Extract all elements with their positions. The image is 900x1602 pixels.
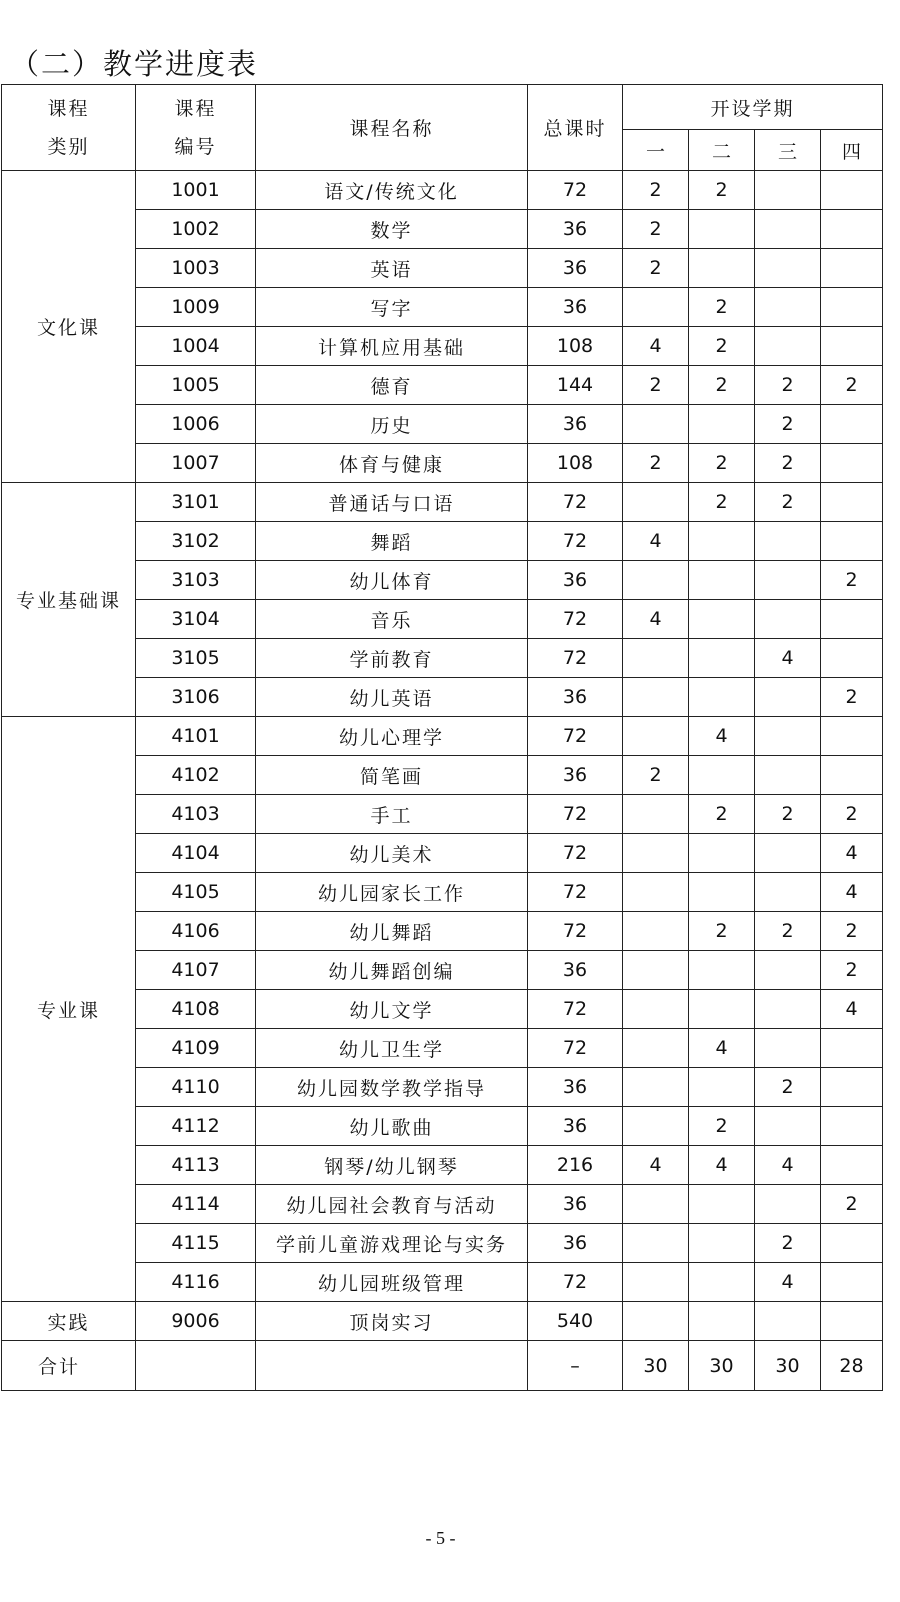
term-3-hours — [755, 561, 821, 600]
total-term-2: 30 — [689, 1341, 755, 1391]
term-3-hours — [755, 1185, 821, 1224]
term-3-hours: 4 — [755, 1146, 821, 1185]
total-hours: 36 — [528, 288, 623, 327]
term-3-hours: 2 — [755, 1068, 821, 1107]
term-2-hours — [689, 756, 755, 795]
course-code: 4108 — [136, 990, 256, 1029]
total-term-1: 30 — [623, 1341, 689, 1391]
header-code-line2: 编号 — [174, 135, 217, 158]
course-name: 幼儿美术 — [256, 834, 528, 873]
course-name: 学前教育 — [256, 639, 528, 678]
header-row-1 — [2, 85, 883, 130]
course-name: 幼儿园数学教学指导 — [256, 1068, 528, 1107]
term-1-hours — [623, 834, 689, 873]
course-name: 幼儿舞蹈 — [256, 912, 528, 951]
total-term-3: 30 — [755, 1341, 821, 1391]
term-1-hours — [623, 1185, 689, 1224]
course-name: 音乐 — [256, 600, 528, 639]
category-cell: 专业基础课 — [2, 483, 136, 717]
header-term-4: 四 — [821, 130, 883, 171]
term-3-hours: 2 — [755, 795, 821, 834]
term-4-hours — [821, 1029, 883, 1068]
total-hours: 72 — [528, 990, 623, 1029]
term-1-hours — [623, 990, 689, 1029]
term-1-hours — [623, 795, 689, 834]
term-4-hours — [821, 522, 883, 561]
total-hours: 72 — [528, 522, 623, 561]
term-4-hours: 2 — [821, 561, 883, 600]
term-3-hours — [755, 249, 821, 288]
course-name: 幼儿心理学 — [256, 717, 528, 756]
header-term-3: 三 — [755, 130, 821, 171]
term-3-hours — [755, 834, 821, 873]
total-hours: 36 — [528, 756, 623, 795]
total-hours: 36 — [528, 1068, 623, 1107]
term-1-hours — [623, 1302, 689, 1341]
term-1-hours — [623, 717, 689, 756]
term-2-hours — [689, 522, 755, 561]
course-name: 历史 — [256, 405, 528, 444]
term-3-hours — [755, 717, 821, 756]
term-4-hours: 2 — [821, 912, 883, 951]
term-4-hours — [821, 483, 883, 522]
term-3-hours: 2 — [755, 912, 821, 951]
course-name: 幼儿舞蹈创编 — [256, 951, 528, 990]
table-row — [2, 1302, 883, 1341]
course-name: 手工 — [256, 795, 528, 834]
course-code: 1004 — [136, 327, 256, 366]
page-title: （二）教学进度表 — [10, 47, 259, 81]
total-code — [136, 1341, 256, 1391]
term-4-hours — [821, 444, 883, 483]
header-name: 课程名称 — [256, 85, 528, 171]
term-2-hours — [689, 834, 755, 873]
total-term-4: 28 — [821, 1341, 883, 1391]
course-name: 数学 — [256, 210, 528, 249]
header-hours: 总课时 — [528, 85, 623, 171]
term-2-hours — [689, 1068, 755, 1107]
term-3-hours: 2 — [755, 405, 821, 444]
term-3-hours — [755, 1107, 821, 1146]
total-hours: 108 — [528, 444, 623, 483]
term-4-hours — [821, 405, 883, 444]
term-1-hours: 4 — [623, 600, 689, 639]
term-2-hours — [689, 873, 755, 912]
total-hours: 36 — [528, 249, 623, 288]
course-code: 4114 — [136, 1185, 256, 1224]
term-1-hours: 2 — [623, 756, 689, 795]
total-hours: 36 — [528, 405, 623, 444]
table-body — [2, 85, 883, 1391]
total-hours: 36 — [528, 210, 623, 249]
course-name: 幼儿体育 — [256, 561, 528, 600]
term-4-hours: 2 — [821, 1185, 883, 1224]
total-hours: 540 — [528, 1302, 623, 1341]
term-4-hours: 4 — [821, 873, 883, 912]
total-name — [256, 1341, 528, 1391]
course-name: 幼儿园家长工作 — [256, 873, 528, 912]
term-2-hours: 4 — [689, 717, 755, 756]
total-hours: 216 — [528, 1146, 623, 1185]
term-3-hours — [755, 951, 821, 990]
term-1-hours — [623, 1224, 689, 1263]
term-1-hours: 2 — [623, 366, 689, 405]
term-3-hours: 2 — [755, 1224, 821, 1263]
term-2-hours — [689, 600, 755, 639]
header-term-2: 二 — [689, 130, 755, 171]
course-name: 顶岗实习 — [256, 1302, 528, 1341]
term-2-hours: 2 — [689, 444, 755, 483]
term-2-hours — [689, 561, 755, 600]
term-4-hours: 2 — [821, 795, 883, 834]
term-3-hours: 4 — [755, 639, 821, 678]
term-2-hours: 2 — [689, 795, 755, 834]
course-code: 9006 — [136, 1302, 256, 1341]
header-category-line2: 类别 — [47, 135, 90, 158]
term-3-hours — [755, 756, 821, 795]
term-3-hours — [755, 678, 821, 717]
header-term-1: 一 — [623, 130, 689, 171]
total-hours: 72 — [528, 1263, 623, 1302]
total-hours-sum: – — [528, 1341, 623, 1391]
course-code: 3102 — [136, 522, 256, 561]
term-3-hours — [755, 1029, 821, 1068]
term-4-hours — [821, 327, 883, 366]
term-3-hours: 2 — [755, 444, 821, 483]
term-1-hours — [623, 951, 689, 990]
total-hours: 72 — [528, 483, 623, 522]
term-2-hours — [689, 210, 755, 249]
table-row — [2, 483, 883, 522]
term-3-hours — [755, 600, 821, 639]
term-4-hours: 4 — [821, 990, 883, 1029]
term-1-hours: 4 — [623, 1146, 689, 1185]
term-1-hours: 4 — [623, 327, 689, 366]
term-2-hours — [689, 678, 755, 717]
total-hours: 36 — [528, 1185, 623, 1224]
term-2-hours: 2 — [689, 366, 755, 405]
term-3-hours: 4 — [755, 1263, 821, 1302]
course-code: 3106 — [136, 678, 256, 717]
term-4-hours — [821, 249, 883, 288]
course-code: 4112 — [136, 1107, 256, 1146]
term-2-hours — [689, 951, 755, 990]
term-2-hours — [689, 249, 755, 288]
course-code: 1009 — [136, 288, 256, 327]
term-4-hours: 2 — [821, 678, 883, 717]
term-4-hours — [821, 756, 883, 795]
term-2-hours: 4 — [689, 1029, 755, 1068]
term-1-hours — [623, 405, 689, 444]
total-hours: 72 — [528, 834, 623, 873]
course-code: 4101 — [136, 717, 256, 756]
term-3-hours: 2 — [755, 366, 821, 405]
total-hours: 72 — [528, 600, 623, 639]
course-code: 3103 — [136, 561, 256, 600]
term-4-hours — [821, 1263, 883, 1302]
term-3-hours — [755, 990, 821, 1029]
term-2-hours — [689, 639, 755, 678]
total-hours: 72 — [528, 717, 623, 756]
course-name: 幼儿英语 — [256, 678, 528, 717]
term-1-hours — [623, 561, 689, 600]
total-hours: 36 — [528, 1224, 623, 1263]
term-2-hours: 2 — [689, 912, 755, 951]
term-1-hours — [623, 1263, 689, 1302]
term-2-hours: 2 — [689, 327, 755, 366]
term-4-hours — [821, 600, 883, 639]
header-terms: 开设学期 — [623, 85, 883, 130]
term-4-hours: 4 — [821, 834, 883, 873]
course-name: 语文/传统文化 — [256, 171, 528, 210]
course-name: 幼儿歌曲 — [256, 1107, 528, 1146]
total-hours: 36 — [528, 678, 623, 717]
course-code: 4105 — [136, 873, 256, 912]
course-code: 4104 — [136, 834, 256, 873]
course-name: 舞蹈 — [256, 522, 528, 561]
term-1-hours — [623, 639, 689, 678]
course-code: 3101 — [136, 483, 256, 522]
total-hours: 72 — [528, 795, 623, 834]
term-4-hours — [821, 171, 883, 210]
term-2-hours: 2 — [689, 483, 755, 522]
course-code: 4102 — [136, 756, 256, 795]
term-2-hours: 2 — [689, 171, 755, 210]
term-1-hours — [623, 1029, 689, 1068]
term-4-hours: 2 — [821, 951, 883, 990]
total-hours: 72 — [528, 873, 623, 912]
total-hours: 36 — [528, 951, 623, 990]
header-category — [2, 85, 136, 171]
term-3-hours — [755, 873, 821, 912]
course-code: 4106 — [136, 912, 256, 951]
total-row — [2, 1341, 883, 1391]
term-2-hours: 2 — [689, 1107, 755, 1146]
total-hours: 36 — [528, 561, 623, 600]
term-2-hours — [689, 990, 755, 1029]
term-1-hours: 2 — [623, 249, 689, 288]
term-4-hours: 2 — [821, 366, 883, 405]
course-code: 3105 — [136, 639, 256, 678]
term-1-hours — [623, 678, 689, 717]
course-code: 1003 — [136, 249, 256, 288]
term-2-hours — [689, 1263, 755, 1302]
term-2-hours — [689, 1185, 755, 1224]
term-2-hours — [689, 405, 755, 444]
total-hours: 72 — [528, 639, 623, 678]
total-hours: 144 — [528, 366, 623, 405]
course-name: 幼儿园班级管理 — [256, 1263, 528, 1302]
term-1-hours — [623, 1107, 689, 1146]
page-number: - 5 - — [425, 1528, 456, 1548]
course-code: 1002 — [136, 210, 256, 249]
course-name: 体育与健康 — [256, 444, 528, 483]
term-2-hours: 4 — [689, 1146, 755, 1185]
total-hours: 108 — [528, 327, 623, 366]
course-name: 计算机应用基础 — [256, 327, 528, 366]
term-3-hours: 2 — [755, 483, 821, 522]
table-row — [2, 717, 883, 756]
course-code: 4115 — [136, 1224, 256, 1263]
term-4-hours — [821, 288, 883, 327]
term-1-hours: 2 — [623, 210, 689, 249]
course-name: 幼儿卫生学 — [256, 1029, 528, 1068]
term-4-hours — [821, 210, 883, 249]
course-name: 写字 — [256, 288, 528, 327]
term-1-hours — [623, 288, 689, 327]
course-code: 1006 — [136, 405, 256, 444]
term-4-hours — [821, 1146, 883, 1185]
term-4-hours — [821, 639, 883, 678]
total-hours: 72 — [528, 1029, 623, 1068]
course-code: 1001 — [136, 171, 256, 210]
course-name: 幼儿文学 — [256, 990, 528, 1029]
total-hours: 36 — [528, 1107, 623, 1146]
course-name: 钢琴/幼儿钢琴 — [256, 1146, 528, 1185]
term-3-hours — [755, 1302, 821, 1341]
term-3-hours — [755, 522, 821, 561]
term-3-hours — [755, 288, 821, 327]
course-code: 4113 — [136, 1146, 256, 1185]
course-code: 1005 — [136, 366, 256, 405]
term-3-hours — [755, 210, 821, 249]
header-code-line1: 课程 — [174, 97, 217, 120]
total-label: 合计 — [2, 1341, 136, 1391]
category-cell: 文化课 — [2, 171, 136, 483]
term-3-hours — [755, 171, 821, 210]
term-1-hours — [623, 483, 689, 522]
course-code: 4110 — [136, 1068, 256, 1107]
term-2-hours: 2 — [689, 288, 755, 327]
header-category-line1: 课程 — [47, 97, 90, 120]
course-code: 4103 — [136, 795, 256, 834]
term-4-hours — [821, 1068, 883, 1107]
course-name: 德育 — [256, 366, 528, 405]
teaching-schedule-table — [1, 84, 883, 1391]
course-code: 3104 — [136, 600, 256, 639]
term-1-hours — [623, 1068, 689, 1107]
course-name: 学前儿童游戏理论与实务 — [256, 1224, 528, 1263]
course-code: 4107 — [136, 951, 256, 990]
course-code: 4116 — [136, 1263, 256, 1302]
term-4-hours — [821, 1107, 883, 1146]
term-4-hours — [821, 1224, 883, 1263]
category-cell: 实践 — [2, 1302, 136, 1341]
term-1-hours: 2 — [623, 171, 689, 210]
term-1-hours: 4 — [623, 522, 689, 561]
course-name: 简笔画 — [256, 756, 528, 795]
header-code — [136, 85, 256, 171]
term-4-hours — [821, 1302, 883, 1341]
course-code: 1007 — [136, 444, 256, 483]
term-1-hours: 2 — [623, 444, 689, 483]
term-1-hours — [623, 912, 689, 951]
category-cell: 专业课 — [2, 717, 136, 1302]
course-name: 幼儿园社会教育与活动 — [256, 1185, 528, 1224]
total-hours: 72 — [528, 912, 623, 951]
term-2-hours — [689, 1224, 755, 1263]
course-name: 英语 — [256, 249, 528, 288]
term-4-hours — [821, 717, 883, 756]
term-2-hours — [689, 1302, 755, 1341]
total-hours: 72 — [528, 171, 623, 210]
term-3-hours — [755, 327, 821, 366]
table-row — [2, 171, 883, 210]
course-name: 普通话与口语 — [256, 483, 528, 522]
term-1-hours — [623, 873, 689, 912]
course-code: 4109 — [136, 1029, 256, 1068]
